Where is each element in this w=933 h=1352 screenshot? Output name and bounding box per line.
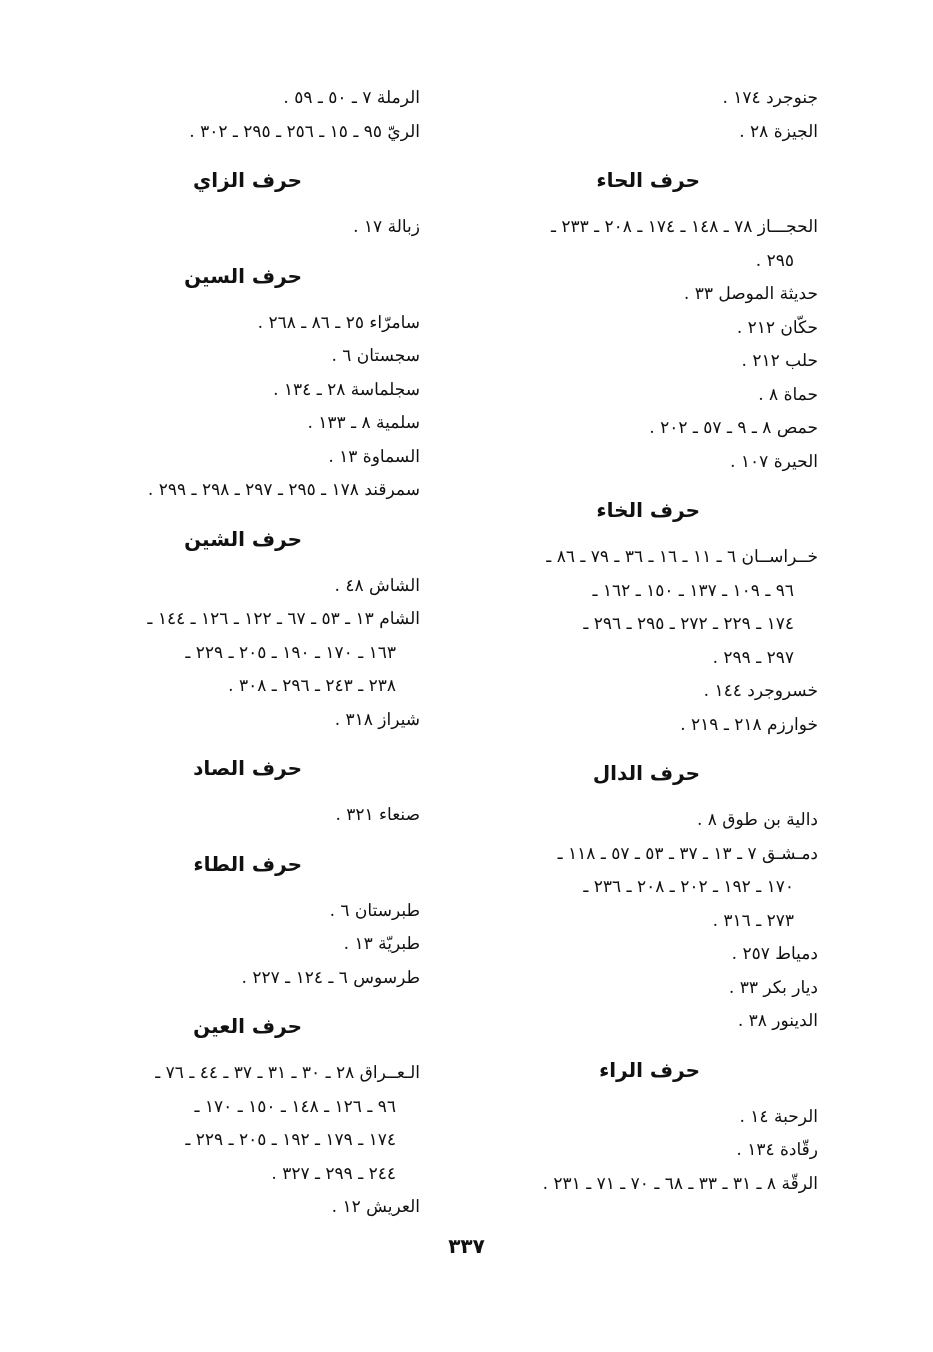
entry-line: دالية بن طوق ٨ . xyxy=(696,810,818,830)
section-heading: حرف الطاء xyxy=(193,851,302,876)
index-entry xyxy=(466,1168,818,1202)
entry-line: سلمية ٨ ـ ١٣٣ . xyxy=(307,413,420,433)
entry-continuation: ٢٤٤ ـ ٢٩٩ ـ ٣٢٧ . xyxy=(271,1163,396,1184)
index-entry xyxy=(68,1057,420,1191)
index-entry xyxy=(466,211,818,278)
entry-line: خوارزم ٢١٨ ـ ٢١٩ . xyxy=(680,714,818,735)
index-entry xyxy=(466,1134,818,1168)
index-entry xyxy=(466,278,818,312)
entry-continuation: ٢٧٣ ـ ٣١٦ . xyxy=(712,910,794,931)
entry-line: الشاش ٤٨ . xyxy=(334,575,420,596)
index-entry xyxy=(466,709,818,743)
page-number: ٣٣٧ xyxy=(448,1234,485,1258)
index-entry: الجيزة ٢٨ . xyxy=(739,121,818,142)
index-entry xyxy=(68,962,420,996)
index-entry xyxy=(466,838,818,939)
index-entry xyxy=(68,407,420,441)
entry-line: رقّادة ١٣٤ . xyxy=(736,1140,818,1160)
entry-line: زبالة ١٧ . xyxy=(353,217,420,237)
entry-line: حديثة الموصل ٣٣ . xyxy=(683,284,818,304)
section-heading: حرف الزاي xyxy=(192,168,302,192)
entry-line: دمياط ٢٥٧ . xyxy=(731,944,818,964)
section-heading: حرف الحاء xyxy=(596,168,700,192)
index-entry xyxy=(68,1191,420,1225)
section-heading: حرف الصاد xyxy=(193,756,302,780)
entry-line: حكّان ٢١٢ . xyxy=(736,317,818,338)
entry-line: صنعاء ٣٢١ . xyxy=(335,805,420,825)
entry-continuation: ١٦٣ ـ ١٧٠ ـ ١٩٠ ـ ٢٠٥ ـ ٢٢٩ ـ xyxy=(185,642,396,663)
entry-line: شيراز ٣١٨ . xyxy=(334,709,420,730)
index-entry xyxy=(466,345,818,379)
entry-line: الـعــراق ٢٨ ـ ٣٠ ـ ٣١ ـ ٣٧ ـ ٤٤ ـ ٧٦ ـ xyxy=(155,1063,420,1083)
index-entry xyxy=(466,379,818,413)
entry-line: الحيرة ١٠٧ . xyxy=(730,451,818,472)
index-entry xyxy=(466,804,818,838)
entry-line: سجلماسة ٢٨ ـ ١٣٤ . xyxy=(273,379,420,400)
section-heading: حرف الراء xyxy=(599,1057,700,1082)
section-heading: حرف الخاء xyxy=(596,498,700,522)
entry-line: السماوة ١٣ . xyxy=(328,446,420,467)
index-entry xyxy=(68,474,420,508)
section-heading: حرف السين xyxy=(184,263,302,288)
entry-line: الحجـــاز ٧٨ ـ ١٤٨ ـ ١٧٤ ـ ٢٠٨ ـ ٢٣٣ ـ xyxy=(550,217,818,237)
index-entry xyxy=(68,211,420,245)
section-heading: حرف الشين xyxy=(184,526,302,551)
entry-line: خسروجرد ١٤٤ . xyxy=(703,681,818,701)
index-entry xyxy=(68,340,420,374)
index-entry xyxy=(68,441,420,475)
entry-line: سمرقند ١٧٨ ـ ٢٩٥ ـ ٢٩٧ ـ ٢٩٨ ـ ٢٩٩ . xyxy=(147,480,420,500)
entry-continuation: ٢٩٥ . xyxy=(755,250,794,271)
entry-continuation: ٢٣٨ ـ ٢٤٣ ـ ٢٩٦ ـ ٣٠٨ . xyxy=(228,676,396,696)
index-entry xyxy=(466,412,818,446)
index-entry xyxy=(68,704,420,738)
index-entry xyxy=(466,938,818,972)
index-entry xyxy=(466,446,818,480)
index-entry xyxy=(466,675,818,709)
index-entry xyxy=(68,895,420,929)
index-entry xyxy=(68,570,420,604)
entry-line: الشام ١٣ ـ ٥٣ ـ ٦٧ ـ ١٢٢ ـ ١٢٦ ـ ١٤٤ ـ xyxy=(147,609,420,629)
section-heading: حرف العين xyxy=(193,1014,302,1038)
entry-continuation: ١٧٤ ـ ١٧٩ ـ ١٩٢ ـ ٢٠٥ ـ ٢٢٩ ـ xyxy=(185,1130,396,1150)
entry-continuation: ٢٩٧ ـ ٢٩٩ . xyxy=(712,647,794,668)
entry-line: الرحبة ١٤ . xyxy=(739,1106,818,1127)
index-entry xyxy=(68,307,420,341)
index-entry xyxy=(466,312,818,346)
entry-continuation: ١٧٠ ـ ١٩٢ ـ ٢٠٢ ـ ٢٠٨ ـ ٢٣٦ ـ xyxy=(583,877,794,897)
index-column-left xyxy=(68,82,420,1225)
entry-line: حمص ٨ ـ ٩ ـ ٥٧ ـ ٢٠٢ . xyxy=(649,418,818,438)
index-entry: جنوجرد ١٧٤ . xyxy=(722,88,818,108)
entry-continuation: ١٧٤ ـ ٢٢٩ ـ ٢٧٢ ـ ٢٩٥ ـ ٢٩٦ ـ xyxy=(583,614,794,634)
entry-line: حلب ٢١٢ . xyxy=(741,351,818,371)
index-entry xyxy=(466,1005,818,1039)
entry-continuation: ٩٦ ـ ١٢٦ ـ ١٤٨ ـ ١٥٠ ـ ١٧٠ ـ xyxy=(194,1096,396,1117)
entry-line: العريش ١٢ . xyxy=(331,1197,420,1217)
entry-line: دمـشـق ٧ ـ ١٣ ـ ٣٧ ـ ٥٣ ـ ٥٧ ـ ١١٨ ـ xyxy=(557,843,818,864)
entry-line: سجستان ٦ . xyxy=(331,346,420,366)
entry-line: حماة ٨ . xyxy=(758,384,818,405)
entry-line: ديار بكر ٣٣ . xyxy=(728,977,818,998)
entry-continuation: ٩٦ ـ ١٠٩ ـ ١٣٧ ـ ١٥٠ ـ ١٦٢ ـ xyxy=(592,580,794,601)
entry-line: سامرّاء ٢٥ ـ ٨٦ ـ ٢٦٨ . xyxy=(257,312,420,333)
entry-line: طبرستان ٦ . xyxy=(329,900,420,921)
index-entry xyxy=(466,1101,818,1135)
index-entry xyxy=(68,603,420,704)
entry-line: الدينور ٣٨ . xyxy=(737,1011,818,1031)
index-column-right xyxy=(466,82,818,1201)
entry-line: الرقّة ٨ ـ ٣١ ـ ٣٣ ـ ٦٨ ـ ٧٠ ـ ٧١ ـ ٢٣١ . xyxy=(542,1173,818,1194)
index-entry: الرملة ٧ ـ ٥٠ ـ ٥٩ . xyxy=(283,88,420,108)
entry-line: خــراســان ٦ ـ ١١ ـ ١٦ ـ ٣٦ ـ ٧٩ ـ ٨٦ ـ xyxy=(546,547,818,567)
index-entry xyxy=(68,799,420,833)
section-heading: حرف الدال xyxy=(592,761,700,785)
entry-line: طبريّة ١٣ . xyxy=(343,934,420,954)
entry-line: طرسوس ٦ ـ ١٢٤ ـ ٢٢٧ . xyxy=(241,967,420,988)
index-entry: الريّ ٩٥ ـ ١٥ ـ ٢٥٦ ـ ٢٩٥ ـ ٣٠٢ . xyxy=(189,121,420,142)
index-entry xyxy=(68,374,420,408)
index-entry xyxy=(466,972,818,1006)
index-entry xyxy=(466,541,818,675)
index-entry xyxy=(68,928,420,962)
